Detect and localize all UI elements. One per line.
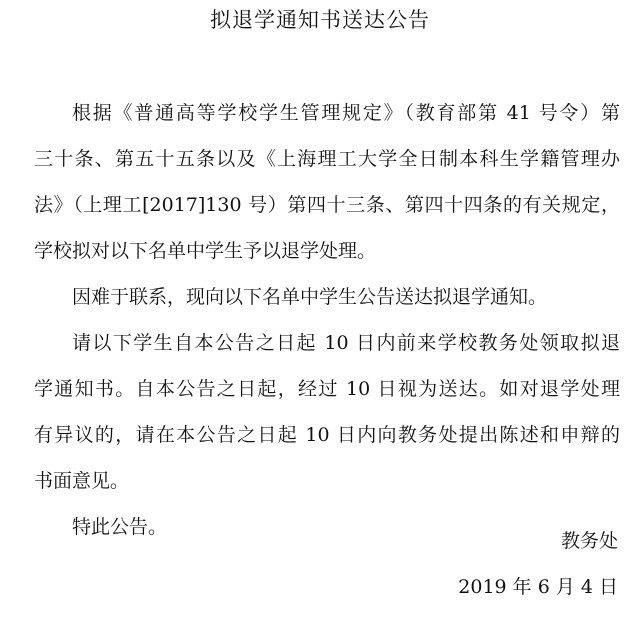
paragraph-3-line-4: 书面意见。 [34, 470, 130, 492]
paragraph-1-line-3: 法》（上理工[2017]130 号）第四十三条、第四十四条的有关规定， [34, 194, 620, 216]
paragraph-1-line-1: 根据《普通高等学校学生管理规定》（教育部第 41 号令）第 [72, 102, 620, 124]
paragraph-1-line-4: 学校拟对以下名单中学生予以退学处理。 [34, 240, 377, 262]
paragraph-2-line-1: 因难于联系，现向以下名单中学生公告送达拟退学通知。 [72, 286, 548, 308]
signature: 教务处 [560, 530, 618, 552]
paragraph-3-line-1: 请以下学生自本公告之日起 10 日内前来学校教务处领取拟退 [72, 332, 620, 354]
paragraph-4-line-1: 特此公告。 [72, 516, 168, 538]
notice-title: 拟退学通知书送达公告 [210, 8, 430, 32]
paragraph-3-line-3: 有异议的，请在本公告之日起 10 日内向教务处提出陈述和申辩的 [34, 424, 620, 446]
notice-date: 2019 年 6 月 4 日 [458, 576, 618, 598]
paragraph-1-line-2: 三十条、第五十五条以及《上海理工大学全日制本科生学籍管理办 [34, 148, 620, 170]
paragraph-3-line-2: 学通知书。自本公告之日起，经过 10 日视为送达。如对退学处理 [34, 378, 620, 400]
